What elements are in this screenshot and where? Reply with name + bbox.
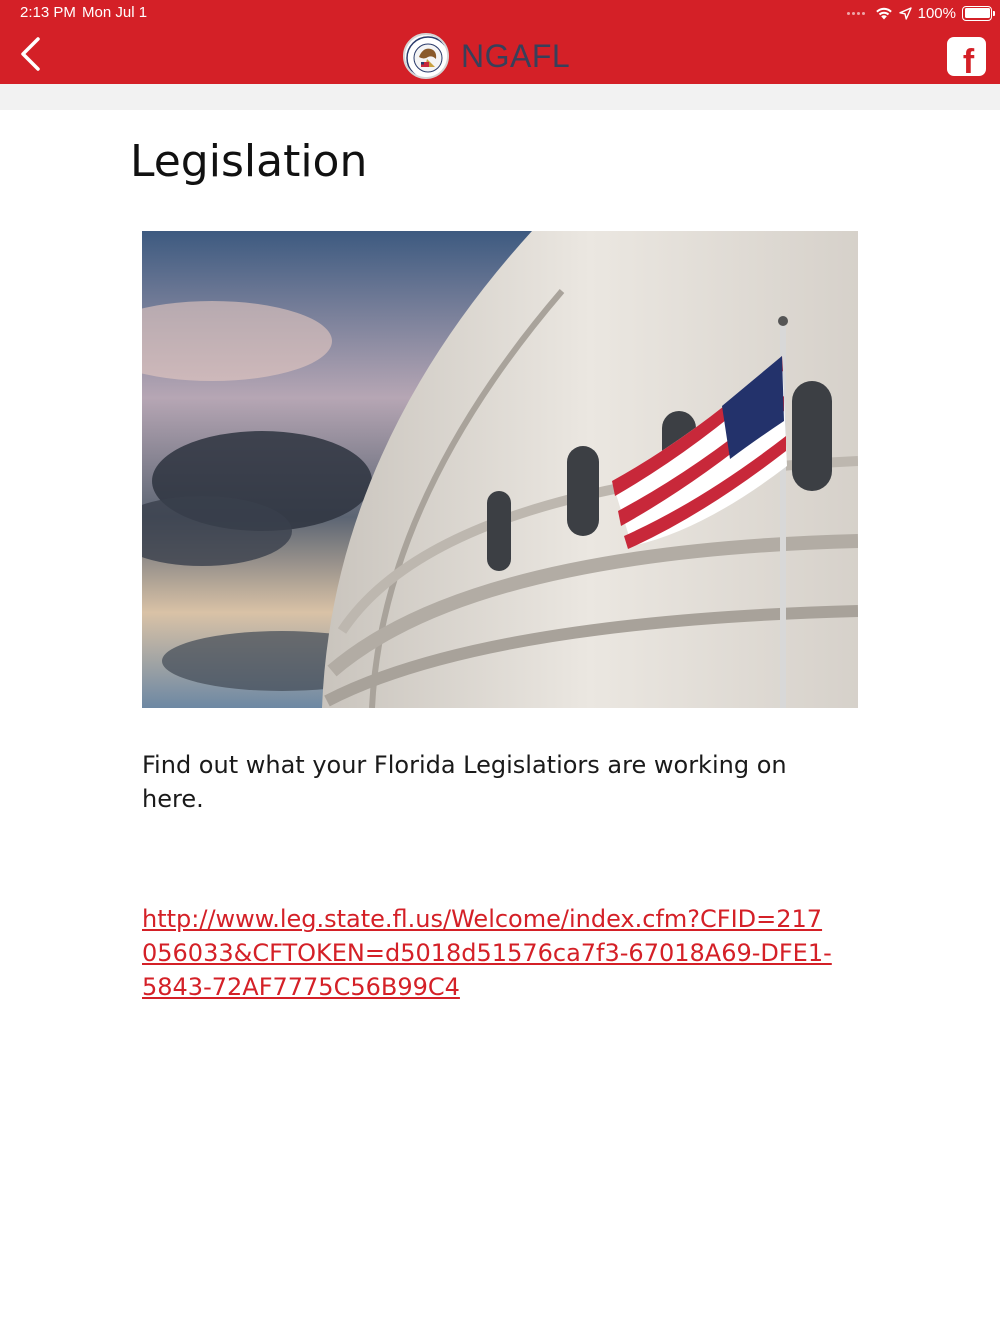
ngafl-seal-logo [403, 33, 449, 79]
status-time: 2:13 PM [20, 4, 76, 21]
page-description: Find out what your Florida Legislatiors are working on here. [142, 751, 787, 813]
battery-percent: 100% [917, 4, 956, 22]
battery-icon [962, 6, 992, 21]
brand-name: NGAFL [461, 37, 571, 74]
status-indicators [847, 3, 992, 23]
hero-image [142, 231, 858, 708]
app-logo [403, 33, 570, 79]
chevron-left-icon [19, 36, 41, 72]
wifi-icon [875, 6, 893, 20]
app-header [0, 0, 1000, 84]
legislature-link[interactable]: http://www.leg.state.fl.us/Welcome/index.cfm?CFID=217056033&CFTOKEN=d5018d51576ca7f3-67018A69-DFE1-5843-72AF7775C56B99C4 [142, 905, 832, 1001]
page-title: Legislation [130, 136, 368, 187]
back-button[interactable] [12, 34, 48, 74]
status-date: Mon Jul 1 [82, 4, 148, 21]
facebook-button[interactable] [947, 37, 986, 76]
header-subbar [0, 84, 1000, 110]
cellular-signal-icon [847, 12, 865, 15]
facebook-icon: f [962, 43, 975, 76]
location-arrow-icon [899, 7, 912, 20]
capitol-flag-illustration [142, 231, 858, 708]
